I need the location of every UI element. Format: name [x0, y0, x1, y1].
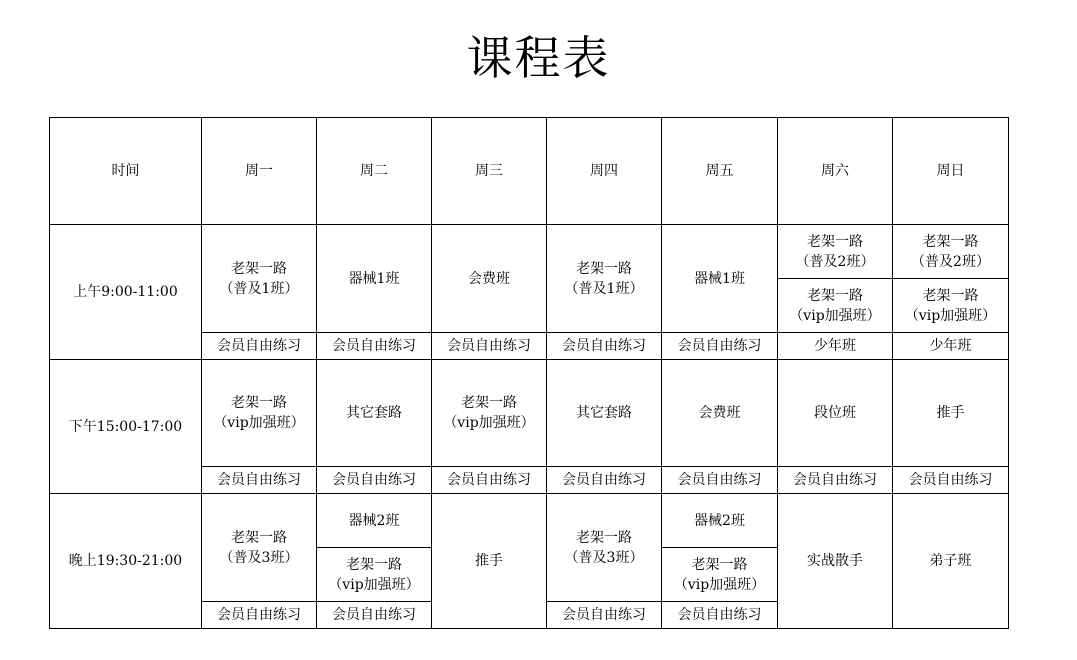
- afternoon-free-sat: 会员自由练习: [778, 467, 893, 494]
- morning-free-mon: 会员自由练习: [202, 333, 317, 360]
- afternoon-tue-class: 其它套路: [317, 360, 432, 467]
- morning-free-sun: 少年班: [893, 333, 1009, 360]
- afternoon-fri-class: 会费班: [662, 360, 778, 467]
- header-day-thu: 周四: [547, 118, 662, 225]
- evening-tue-class-a: 器械2班: [317, 494, 432, 548]
- afternoon-time: 下午15:00-17:00: [50, 360, 202, 494]
- header-row: [50, 118, 1009, 225]
- afternoon-thu-class: 其它套路: [547, 360, 662, 467]
- morning-sat-class-a: 老架一路 （普及2班）: [778, 225, 893, 279]
- morning-tue-class: 器械1班: [317, 225, 432, 333]
- evening-mon-class: 老架一路 （普及3班）: [202, 494, 317, 602]
- evening-wed-class: 推手: [432, 494, 547, 629]
- morning-wed-class: 会费班: [432, 225, 547, 333]
- morning-sun-class-a: 老架一路 （普及2班）: [893, 225, 1009, 279]
- header-day-wed: 周三: [432, 118, 547, 225]
- morning-fri-class: 器械1班: [662, 225, 778, 333]
- header-day-sat: 周六: [778, 118, 893, 225]
- morning-time: 上午9:00-11:00: [50, 225, 202, 360]
- afternoon-free-wed: 会员自由练习: [432, 467, 547, 494]
- page-title: 课程表: [466, 31, 611, 85]
- evening-thu-class: 老架一路 （普及3班）: [547, 494, 662, 602]
- afternoon-free-sun: 会员自由练习: [893, 467, 1009, 494]
- evening-sun-class: 弟子班: [893, 494, 1009, 629]
- morning-mon-class: 老架一路 （普及1班）: [202, 225, 317, 333]
- header-day-tue: 周二: [317, 118, 432, 225]
- afternoon-wed-class: 老架一路 （vip加强班）: [432, 360, 547, 467]
- morning-free-tue: 会员自由练习: [317, 333, 432, 360]
- afternoon-mon-class: 老架一路 （vip加强班）: [202, 360, 317, 467]
- afternoon-sun-class: 推手: [893, 360, 1009, 467]
- evening-time: 晚上19:30-21:00: [50, 494, 202, 629]
- morning-free-wed: 会员自由练习: [432, 333, 547, 360]
- afternoon-free-fri: 会员自由练习: [662, 467, 778, 494]
- afternoon-sat-class: 段位班: [778, 360, 893, 467]
- morning-free-fri: 会员自由练习: [662, 333, 778, 360]
- morning-sat-class-b: 老架一路 （vip加强班）: [778, 279, 893, 333]
- morning-row-a: [50, 225, 1009, 279]
- header-time: 时间: [50, 118, 202, 225]
- morning-thu-class: 老架一路 （普及1班）: [547, 225, 662, 333]
- afternoon-free-mon: 会员自由练习: [202, 467, 317, 494]
- morning-free-thu: 会员自由练习: [547, 333, 662, 360]
- schedule-table: [49, 117, 1009, 629]
- evening-fri-class-b: 老架一路 （vip加强班）: [662, 548, 778, 602]
- header-day-sun: 周日: [893, 118, 1009, 225]
- evening-tue-class-b: 老架一路 （vip加强班）: [317, 548, 432, 602]
- evening-free-fri: 会员自由练习: [662, 602, 778, 629]
- header-day-fri: 周五: [662, 118, 778, 225]
- evening-free-tue: 会员自由练习: [317, 602, 432, 629]
- afternoon-row: [50, 360, 1009, 467]
- header-day-mon: 周一: [202, 118, 317, 225]
- evening-fri-class-a: 器械2班: [662, 494, 778, 548]
- evening-row-a: [50, 494, 1009, 548]
- morning-sun-class-b: 老架一路 （vip加强班）: [893, 279, 1009, 333]
- evening-free-thu: 会员自由练习: [547, 602, 662, 629]
- afternoon-free-thu: 会员自由练习: [547, 467, 662, 494]
- morning-free-sat: 少年班: [778, 333, 893, 360]
- evening-free-mon: 会员自由练习: [202, 602, 317, 629]
- evening-sat-class: 实战散手: [778, 494, 893, 629]
- afternoon-free-tue: 会员自由练习: [317, 467, 432, 494]
